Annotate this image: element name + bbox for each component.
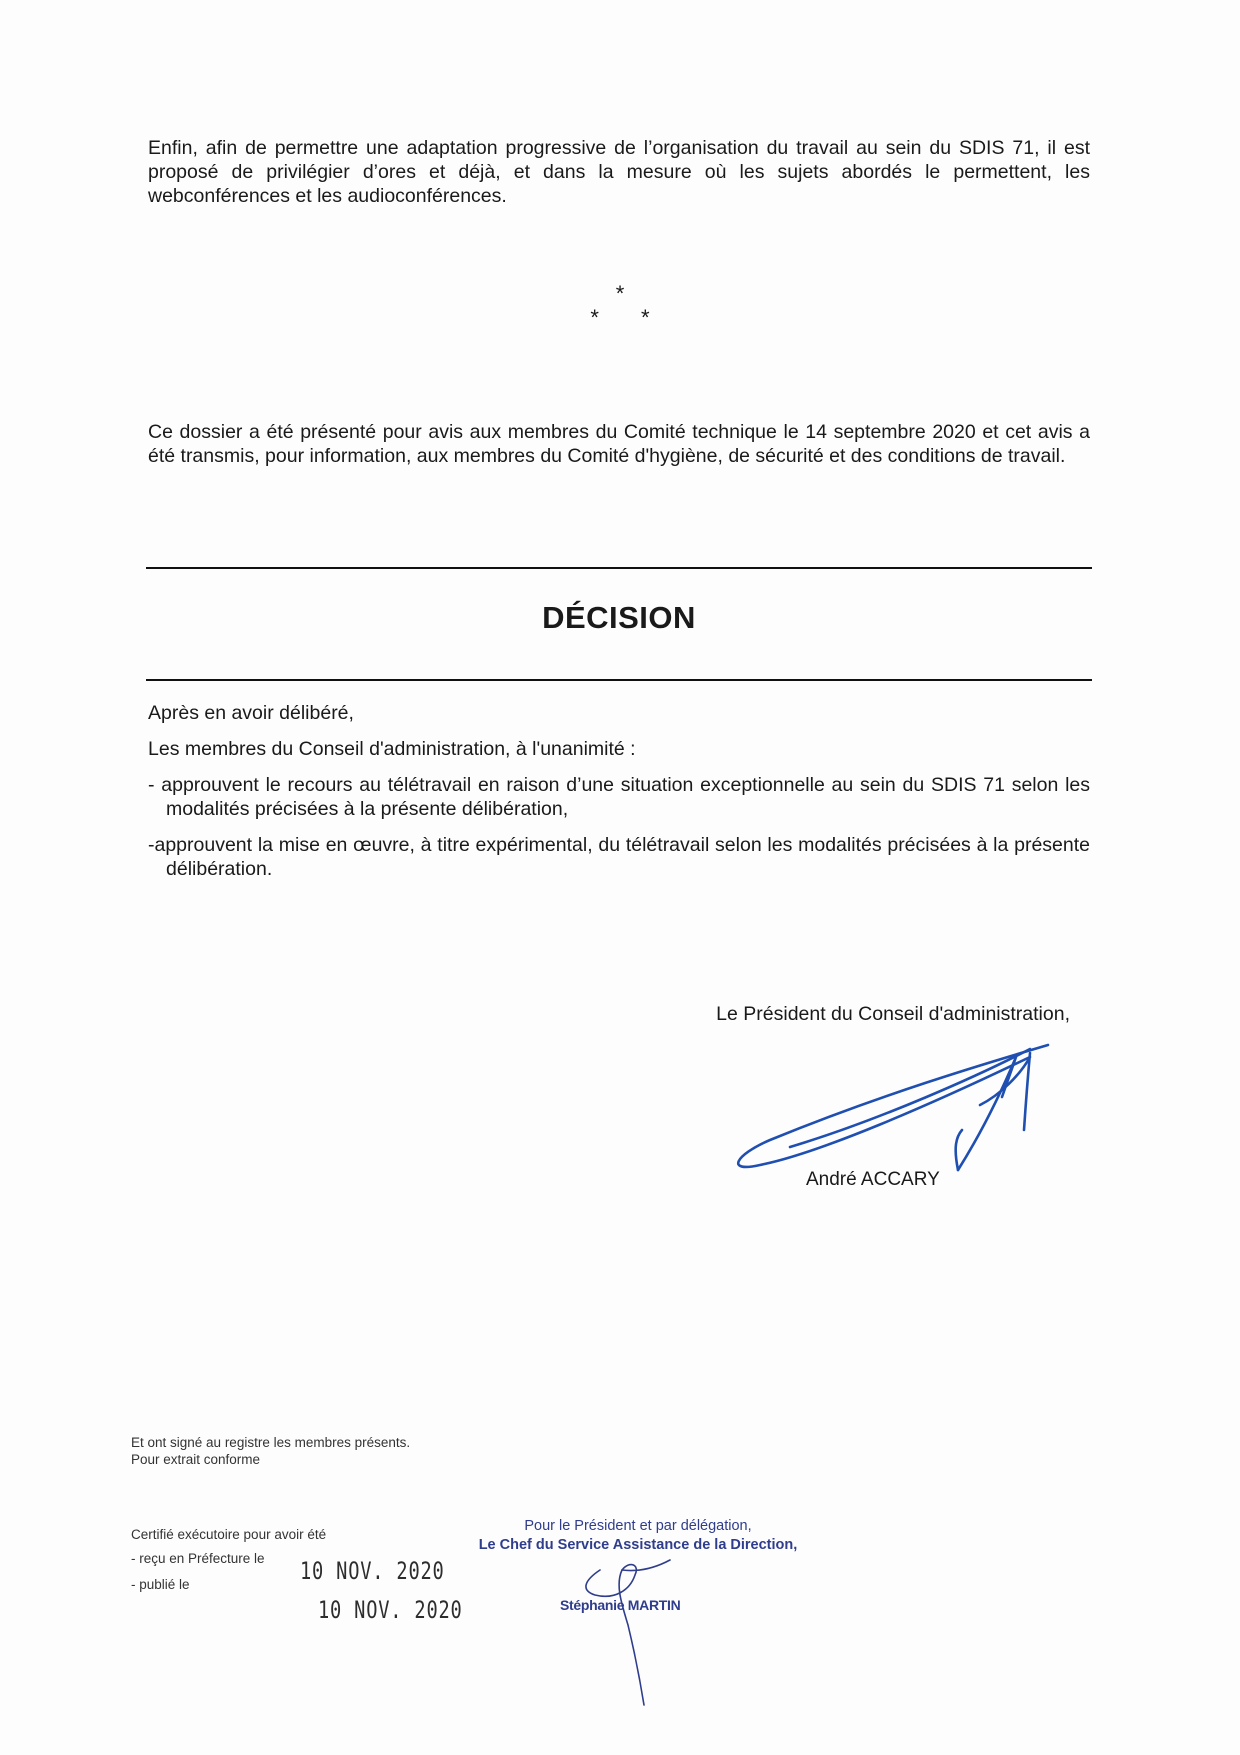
delegate-name: Stéphanie MARTIN [560,1597,681,1613]
decision-item: - approuvent le recours au télétravail en raison d’une situation exceptionnelle au sein du SDIS 71 selon les modalités précisées à la présente délibération, [148,774,1090,820]
decision-title: DÉCISION [542,600,696,635]
decision-rule-top [146,567,1092,569]
delegation-line: Le Chef du Service Assistance de la Direction, [478,1537,798,1553]
publie-label: - publié le [131,1577,190,1592]
registre-line: Pour extrait conforme [131,1452,261,1467]
certification-block [131,1526,326,1602]
asterism-bottom: * * [590,305,668,330]
recu-label: - reçu en Préfecture le [131,1551,265,1566]
decision-item: -approuvent la mise en œuvre, à titre expérimental, du télétravail selon les modalités précisées à la présente délibération. [148,834,1090,880]
delegate-signature [560,1550,700,1710]
intro-paragraph: Enfin, afin de permettre une adaptation progressive de l’organisation du travail au sein du SDIS 71, il est proposé de privilégier d’ores et déjà, et dans la mesure où les sujets abordés le permettent, les webconférences et les audioconférences. [148,137,1090,207]
delegation-line: Pour le Président et par délégation, [524,1518,752,1534]
registre-note [131,1434,410,1468]
deliberation-line: Après en avoir délibéré, [148,702,354,724]
members-line: Les membres du Conseil d'administration, à l'unanimité : [148,738,636,760]
president-signature [730,1035,1060,1185]
decision-body [148,701,1090,893]
dossier-paragraph: Ce dossier a été présenté pour avis aux membres du Comité technique le 14 septembre 2020 et cet avis a été transmis, pour information, aux membres du Comité d'hygiène, de sécurité et des conditions de travail. [148,421,1090,467]
publie-date-stamp: 10 NOV. 2020 [318,1596,463,1624]
decision-rule-bottom [146,679,1092,681]
recu-date-stamp: 10 NOV. 2020 [300,1557,445,1585]
asterism-separator [570,282,670,330]
certifie-label: Certifié exécutoire pour avoir été [131,1527,327,1542]
signatory-name: André ACCARY [806,1169,940,1190]
asterism-top: * [615,281,625,306]
signature-title: Le Président du Conseil d'administration, [716,1003,1070,1025]
registre-line: Et ont signé au registre les membres présents. [131,1435,411,1450]
